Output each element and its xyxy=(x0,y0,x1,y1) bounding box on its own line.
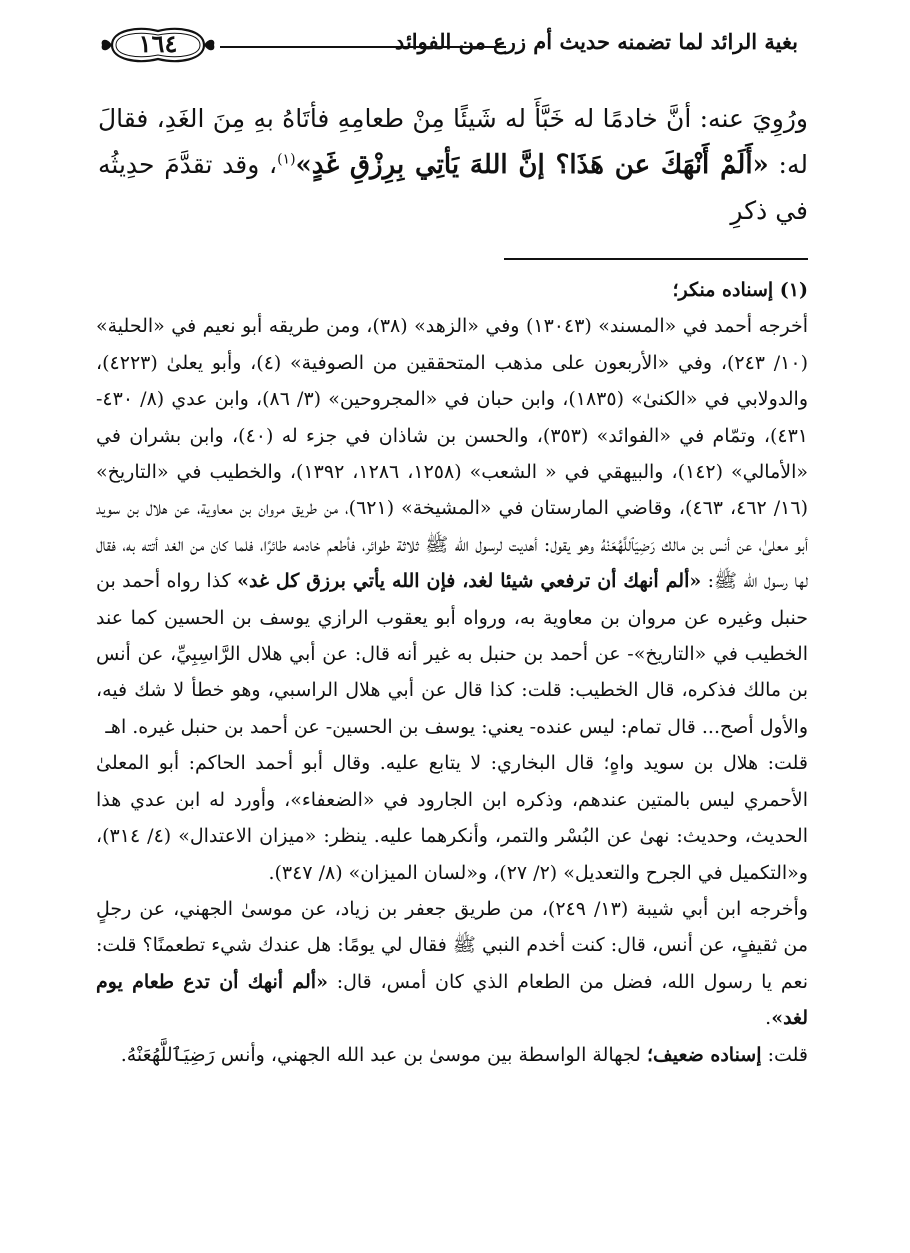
footnotes xyxy=(96,272,808,1073)
footnote-text: وأخرجه ابن أبي شيبة (١٣/ ٢٤٩)، من طريق جعفر بن زياد، عن موسىٰ الجهني، عن رجلٍ من ثقيفٍ، عن أنس، قال: كنت أخدم النبي ﷺ فقال لي يومًا: هل عندك شيء تطعمنًا؟ قلت: نعم يا رسول الله، فضل من الطعام الذي كان أمس، قال: xyxy=(96,897,809,993)
footnote-paragraph xyxy=(96,308,808,745)
footnote-text: كذا رواه أحمد بن حنبل وغيره عن مروان بن معاوية به، ورواه أبو يعقوب الرازي يوسف بن الحسين كما عند الخطيب في «التاريخ»- عن أحمد بن حنبل به غير أنه قال: عن أبي هلال الرَّاسِبِيِّ، عن أنس بن مالك فذكره، قال الخطيب: قلت: كذا قال عن أبي هلال الراسبي، وهو خطأ لا شك فيه، والأول أصح... قال تمام: ليس عنده- يعني: يوسف بن الحسين- عن أحمد بن حنبل غيره. اهـ xyxy=(96,570,808,738)
page-number: ١٦٤ xyxy=(138,29,178,58)
footnote-reference[interactable]: (١) xyxy=(277,151,296,168)
page-header xyxy=(98,16,798,76)
footnote-text: قلت: هلال بن سويد واهٍ؛ قال البخاري: لا يتابع عليه. وقال أبو أحمد الحاكم: أبو المعلىٰ الأحمري ليس بالمتين عندهم، وذكره ابن الجارود في «الضعفاء»، وأورد له ابن عدي هذا الحديث، وحديث: نهىٰ عن البُسْر والتمر، وأنكرهما عليه. ينظر: «ميزان الاعتدال» (٤/ ٣١٤)، و«التكميل في الجرح والتعديل» (٢/ ٢٧)، و«لسان الميزان» (٨/ ٣٤٧). xyxy=(96,752,808,884)
footnote-paragraph xyxy=(96,1037,808,1073)
footnote-text: لجهالة الواسطة بين موسىٰ بن عبد الله الجهني، وأنس رَضِيَٱللَّهُعَنْهُ. xyxy=(120,1043,641,1066)
footnote-text: . xyxy=(765,1007,772,1030)
footnote-text: أخرجه أحمد في «المسند» (١٣٠٤٣) وفي «الزهد» (٣٨)، ومن طريقه أبو نعيم في «الحلية» (١٠/ ٢٤٣)، وفي «الأربعون على مذهب المتحققين من الصوفية» (٤)، وأبو يعلىٰ (٤٢٢٣)، والدولابي في «الكنىٰ» (١٨٣٥)، وابن حبان في «المجروحين» (٣/ ٨٦)، وابن عدي (٨/ ٤٣٠- ٤٣١)، وتمّام في «الفوائد» (٣٥٣)، والحسن بن شاذان في جزء له (٤٠)، وابن بشران في «الأمالي» (١٤٢)، والبيهقي في « الشعب» (١٢٥٨، ١٢٨٦، ١٣٩٢)، والخطيب في «التاريخ» (١٦/ ٤٦٢، ٤٦٣)، وقاضي المارستان في «المشيخة» (٦٢١)، من طريق مروان بن معاوية، عن هلال بن سويد أبو معلىٰ، عن أنس بن مالك رَضِيَٱللَّهُعَنْهُ وهو يقول: أهديت لرسول الله ﷺ ثلاثة طوائر، فأطعم خادمه طائرًا، فلما كان من الغد أتته به، فقال لها رسول الله ﷺ: xyxy=(96,315,808,593)
footnote-quote: «ألم أنهك أن ترفعي شيئا لغد، فإن الله يأتي برزق كل غد» xyxy=(237,570,702,593)
footnote-paragraph xyxy=(96,891,808,1037)
footnote-heading: (١) إسناده منكر؛ xyxy=(672,279,808,301)
main-text xyxy=(98,96,808,234)
footnote-verdict: إسناده ضعيف؛ xyxy=(647,1043,762,1066)
footnote-quote: «ألم أنهك أن تدع طعام يوم لغد» xyxy=(96,970,808,1030)
footnote-text: قلت: xyxy=(767,1043,808,1066)
running-title: بغية الرائد لما تضمنه حديث أم زرع من الفوائد xyxy=(394,29,798,54)
footnote-paragraph xyxy=(96,745,808,891)
main-paragraph: ورُوِيَ عنه: أنَّ خادمًا له خَبَّأَ له شَيئًا مِنْ طعامِهِ فأتَاهُ بهِ مِنَ الغَدِ، فقالَ له: xyxy=(98,104,808,179)
footnote-separator xyxy=(504,258,808,260)
hadith-quote: «أَلَمْ أَنْهَكَ عن هَذَا؟ إنَّ اللهَ يَأتِي بِرِزْقِ غَدٍ» xyxy=(295,150,769,180)
main-paragraph-tail: ، وقد تقدَّمَ حدِيثُه في ذكرِ xyxy=(98,150,808,225)
